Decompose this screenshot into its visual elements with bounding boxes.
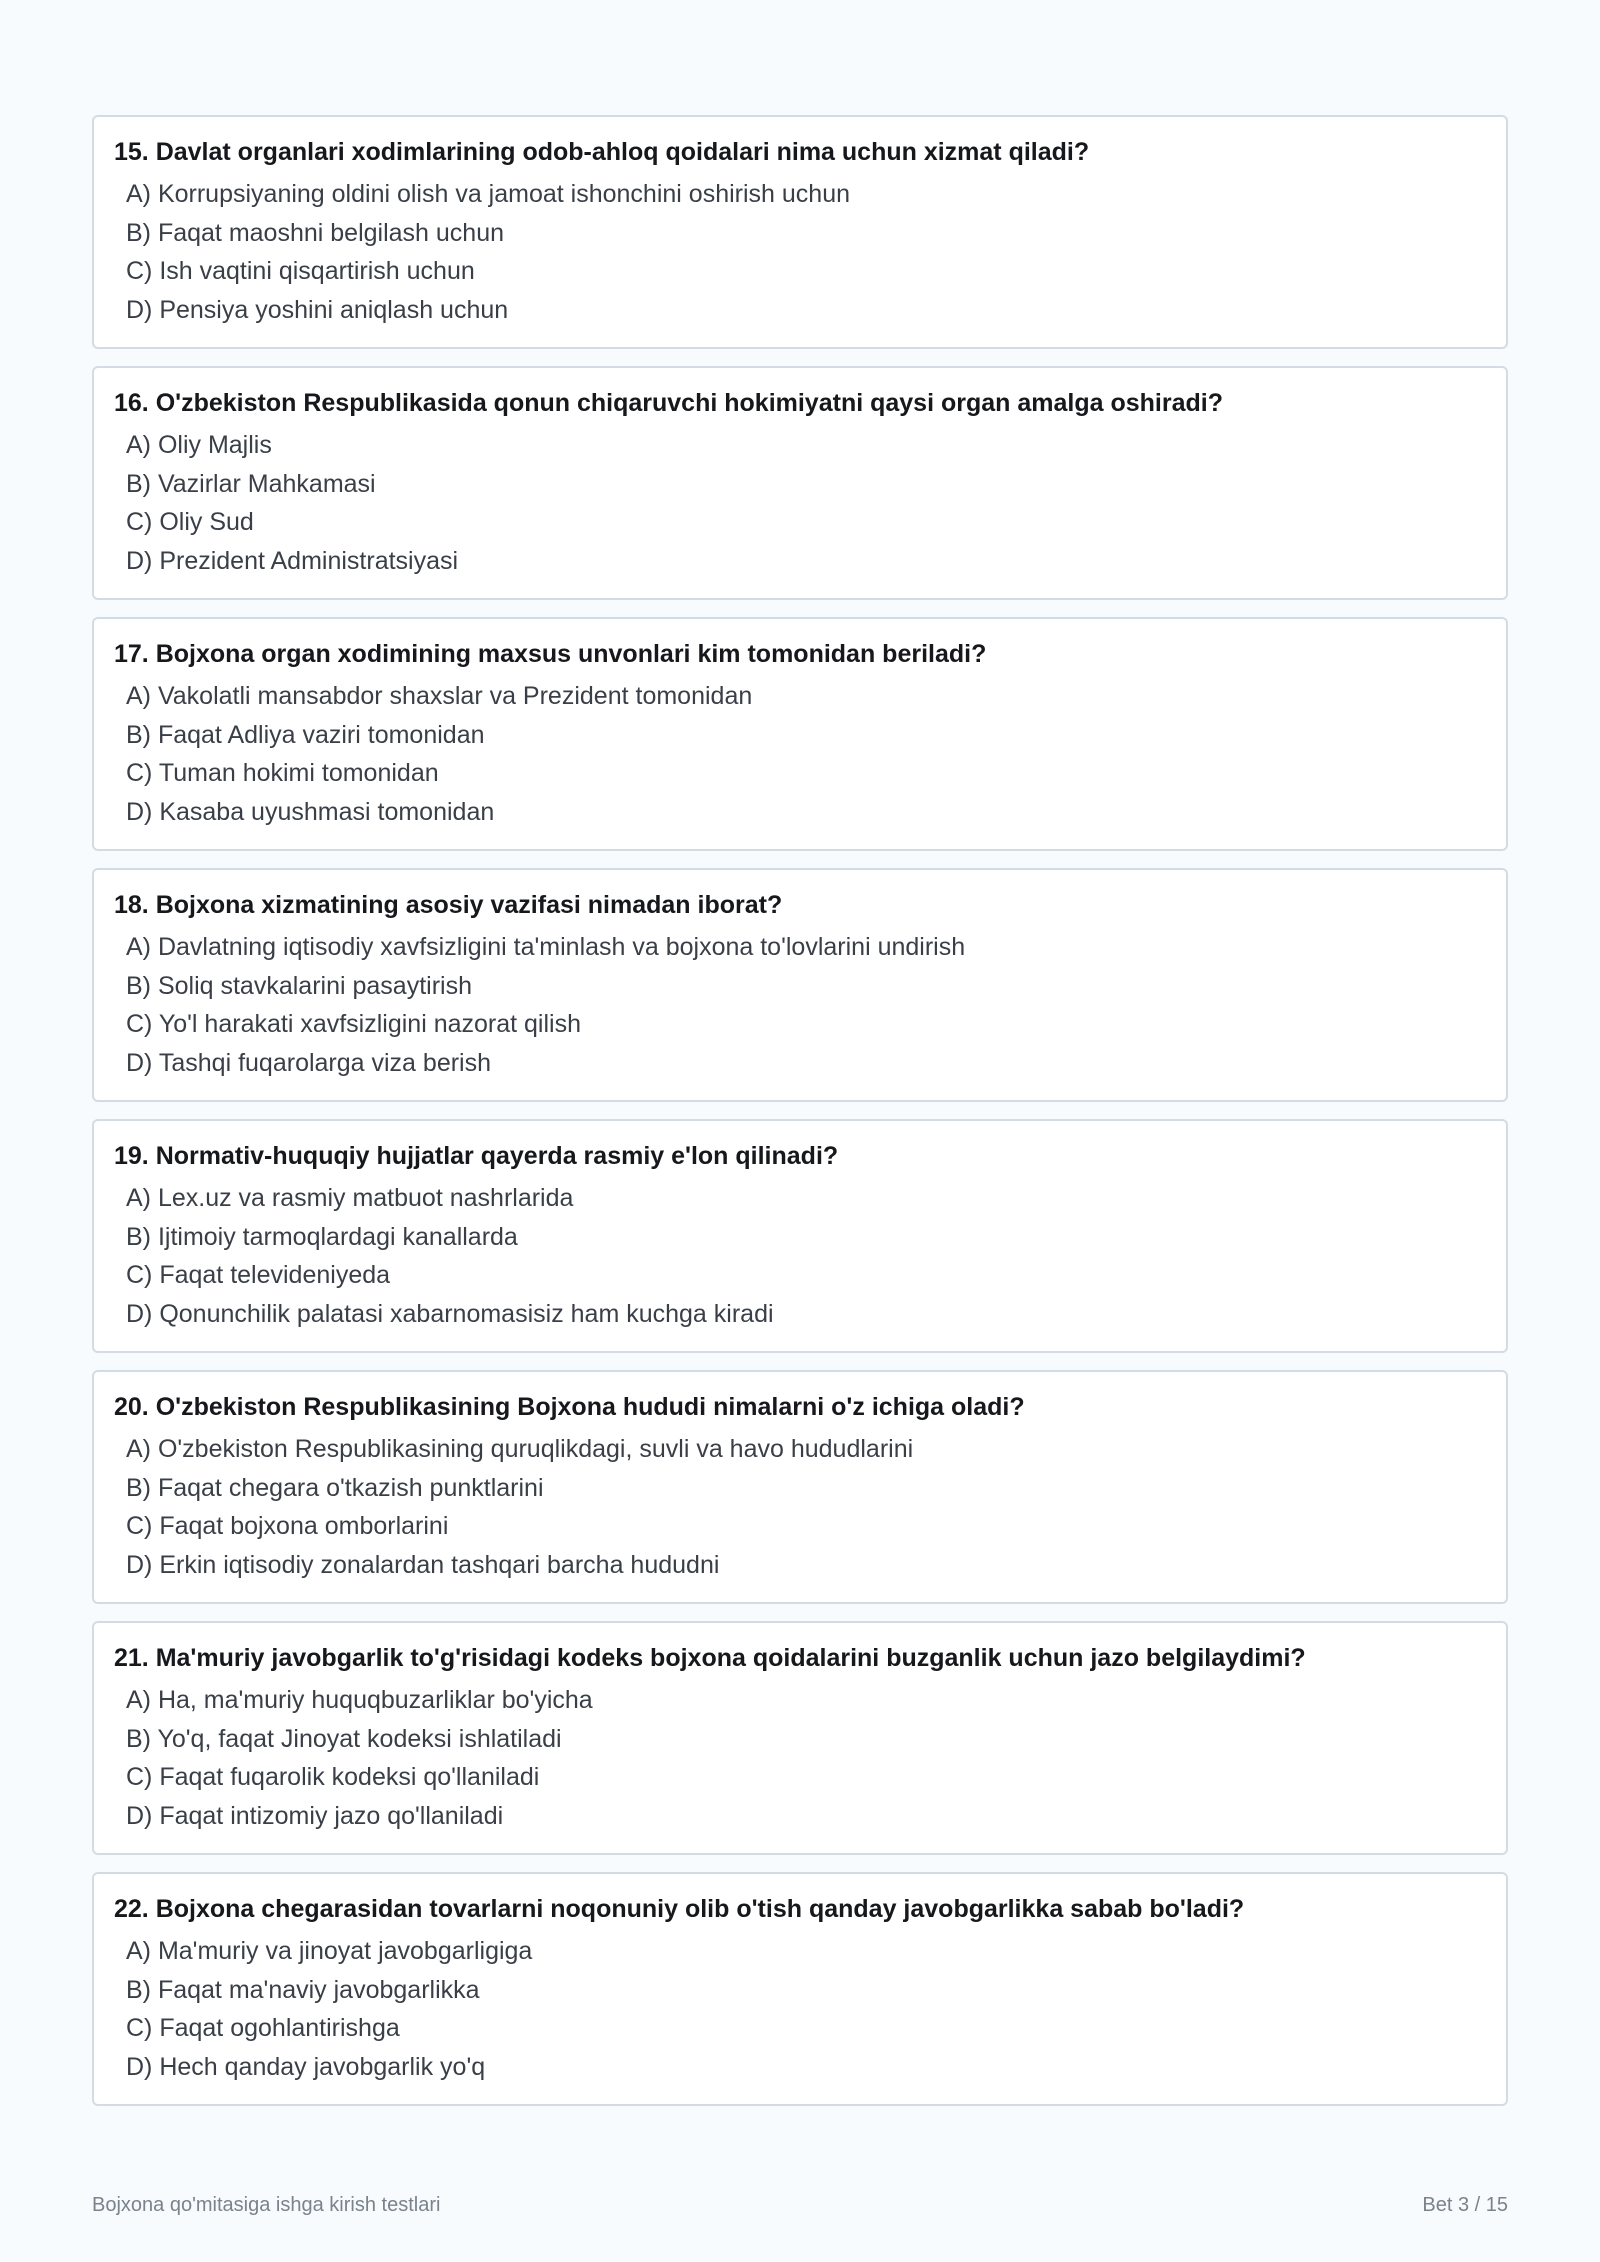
question-title: 16. O'zbekiston Respublikasida qonun chiqaruvchi hokimiyatni qaysi organ amalga oshiradi? (114, 389, 1223, 417)
question-title: 20. O'zbekiston Respublikasining Bojxona hududi nimalarni o'z ichiga oladi? (114, 1393, 1025, 1421)
option-c: C) Faqat televideniyeda (126, 1261, 391, 1289)
option-c: C) Faqat bojxona omborlarini (126, 1512, 449, 1540)
option-c: C) Oliy Sud (126, 508, 254, 536)
option-d: D) Tashqi fuqarolarga viza berish (126, 1048, 492, 1077)
option-b: B) Ijtimoiy tarmoqlardagi kanallarda (126, 1222, 518, 1251)
option-a: A) O'zbekiston Respublikasining quruqlikdagi, suvli va havo hududlarini (126, 1435, 914, 1463)
option-d: D) Erkin iqtisodiy zonalardan tashqari barcha hududni (126, 1550, 720, 1579)
option-d: D) Hech qanday javobgarlik yo'q (126, 2052, 486, 2081)
option-a: A) Vakolatli mansabdor shaxslar va Prezident tomonidan (126, 682, 753, 710)
option-d: D) Faqat intizomiy jazo qo'llaniladi (126, 1801, 504, 1830)
footer-title: Bojxona qo'mitasiga ishga kirish testlari (92, 2194, 441, 2216)
question-card-19 (92, 1119, 1508, 1353)
question-card-16 (92, 366, 1508, 600)
option-c: C) Tuman hokimi tomonidan (126, 759, 439, 787)
question-title: 18. Bojxona xizmatining asosiy vazifasi nimadan iborat? (114, 891, 783, 919)
question-card-20 (92, 1370, 1508, 1604)
option-b: B) Yo'q, faqat Jinoyat kodeksi ishlatiladi (126, 1724, 562, 1753)
question-card-17 (92, 617, 1508, 851)
option-a: A) Ha, ma'muriy huquqbuzarliklar bo'yicha (126, 1686, 593, 1714)
option-b: B) Faqat maoshni belgilash uchun (126, 218, 505, 247)
option-c: C) Faqat fuqarolik kodeksi qo'llaniladi (126, 1763, 540, 1791)
option-b: B) Vazirlar Mahkamasi (126, 469, 376, 498)
option-c: C) Ish vaqtini qisqartirish uchun (126, 257, 475, 285)
option-a: A) Davlatning iqtisodiy xavfsizligini ta'minlash va bojxona to'lovlarini undirish (126, 933, 966, 961)
question-title: 15. Davlat organlari xodimlarining odob-ahloq qoidalari nima uchun xizmat qiladi? (114, 138, 1090, 166)
question-list (92, 115, 1508, 2123)
question-card-15 (92, 115, 1508, 349)
option-d: D) Qonunchilik palatasi xabarnomasisiz ham kuchga kiradi (126, 1299, 774, 1328)
question-title: 22. Bojxona chegarasidan tovarlarni noqonuniy olib o'tish qanday javobgarlikka sabab bo'ladi? (114, 1895, 1245, 1923)
option-c: C) Yo'l harakati xavfsizligini nazorat qilish (126, 1010, 581, 1038)
option-b: B) Faqat ma'naviy javobgarlikka (126, 1975, 480, 2004)
option-d: D) Prezident Administratsiyasi (126, 546, 459, 575)
question-card-21 (92, 1621, 1508, 1855)
page-number: Bet 3 / 15 (1422, 2194, 1508, 2216)
option-a: A) Korrupsiyaning oldini olish va jamoat ishonchini oshirish uchun (126, 180, 850, 208)
option-a: A) Ma'muriy va jinoyat javobgarligiga (126, 1937, 533, 1965)
question-title: 21. Ma'muriy javobgarlik to'g'risidagi kodeks bojxona qoidalarini buzganlik uchun jazo belgilaydimi? (114, 1644, 1306, 1672)
question-card-18 (92, 868, 1508, 1102)
option-a: A) Oliy Majlis (126, 431, 272, 459)
option-c: C) Faqat ogohlantirishga (126, 2014, 400, 2042)
option-d: D) Pensiya yoshini aniqlash uchun (126, 295, 509, 324)
question-title: 17. Bojxona organ xodimining maxsus unvonlari kim tomonidan beriladi? (114, 640, 987, 668)
option-d: D) Kasaba uyushmasi tomonidan (126, 797, 495, 826)
question-title: 19. Normativ-huquqiy hujjatlar qayerda rasmiy e'lon qilinadi? (114, 1142, 839, 1170)
question-card-22 (92, 1872, 1508, 2106)
option-a: A) Lex.uz va rasmiy matbuot nashrlarida (126, 1184, 574, 1212)
option-b: B) Faqat Adliya vaziri tomonidan (126, 720, 485, 749)
option-b: B) Soliq stavkalarini pasaytirish (126, 971, 472, 1000)
option-b: B) Faqat chegara o'tkazish punktlarini (126, 1473, 544, 1502)
